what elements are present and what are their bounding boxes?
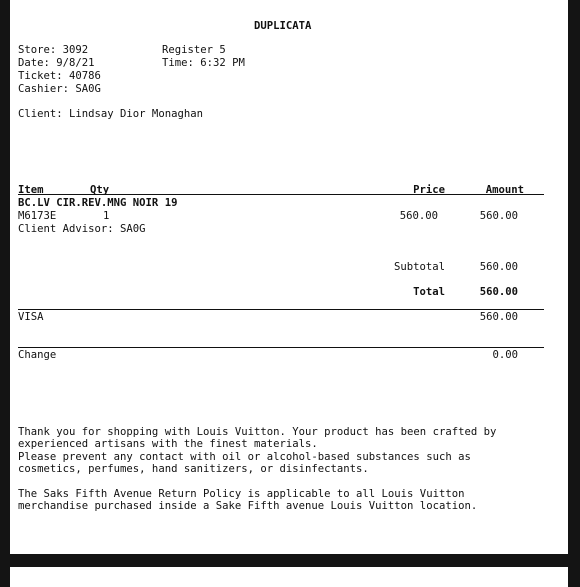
cashier-id: Cashier: SA0G	[18, 83, 101, 95]
footer-line-1: Thank you for shopping with Louis Vuitton. Your product has been crafted by	[18, 426, 497, 438]
item-amount: 560.00	[479, 210, 518, 222]
subtotal-value: 560.00	[479, 261, 518, 273]
payment-method: VISA	[18, 311, 44, 323]
total-value: 560.00	[479, 286, 518, 298]
total-label: Total	[413, 286, 445, 298]
next-page-edge	[10, 567, 568, 587]
client-advisor: Client Advisor: SA0G	[18, 223, 146, 235]
header-qty: Qty	[90, 184, 110, 196]
item-price: 560.00	[399, 210, 438, 222]
footer-line-4: cosmetics, perfumes, hand sanitizers, or disinfectants.	[18, 463, 369, 475]
receipt-title: DUPLICATA	[254, 20, 312, 32]
register-number: Register 5	[162, 44, 226, 56]
change-label: Change	[18, 349, 57, 361]
transaction-time: Time: 6:32 PM	[162, 57, 245, 69]
subtotal-label: Subtotal	[393, 261, 445, 273]
item-sku: M6173E	[18, 210, 57, 222]
header-amount: Amount	[485, 184, 524, 196]
payment-divider	[18, 309, 544, 310]
header-item: Item	[18, 184, 44, 196]
footer-line-2: experienced artisans with the finest materials.	[18, 438, 318, 450]
item-qty: 1	[103, 210, 110, 222]
footer-line-3: Please prevent any contact with oil or alcohol-based substances such as	[18, 451, 471, 463]
header-underline	[18, 194, 544, 195]
transaction-date: Date: 9/8/21	[18, 57, 95, 69]
ticket-number: Ticket: 40786	[18, 70, 101, 82]
header-price: Price	[413, 184, 445, 196]
change-amount: 0.00	[492, 349, 518, 361]
client-name: Client: Lindsay Dior Monaghan	[18, 108, 203, 120]
footer-line-5: The Saks Fifth Avenue Return Policy is applicable to all Louis Vuitton	[18, 488, 465, 500]
receipt-page	[10, 0, 568, 554]
change-divider	[18, 347, 544, 348]
footer-line-6: merchandise purchased inside a Sake Fifth avenue Louis Vuitton location.	[18, 500, 478, 512]
store-number: Store: 3092	[18, 44, 89, 56]
payment-amount: 560.00	[479, 311, 518, 323]
item-description: BC.LV CIR.REV.MNG NOIR 19	[18, 197, 178, 209]
